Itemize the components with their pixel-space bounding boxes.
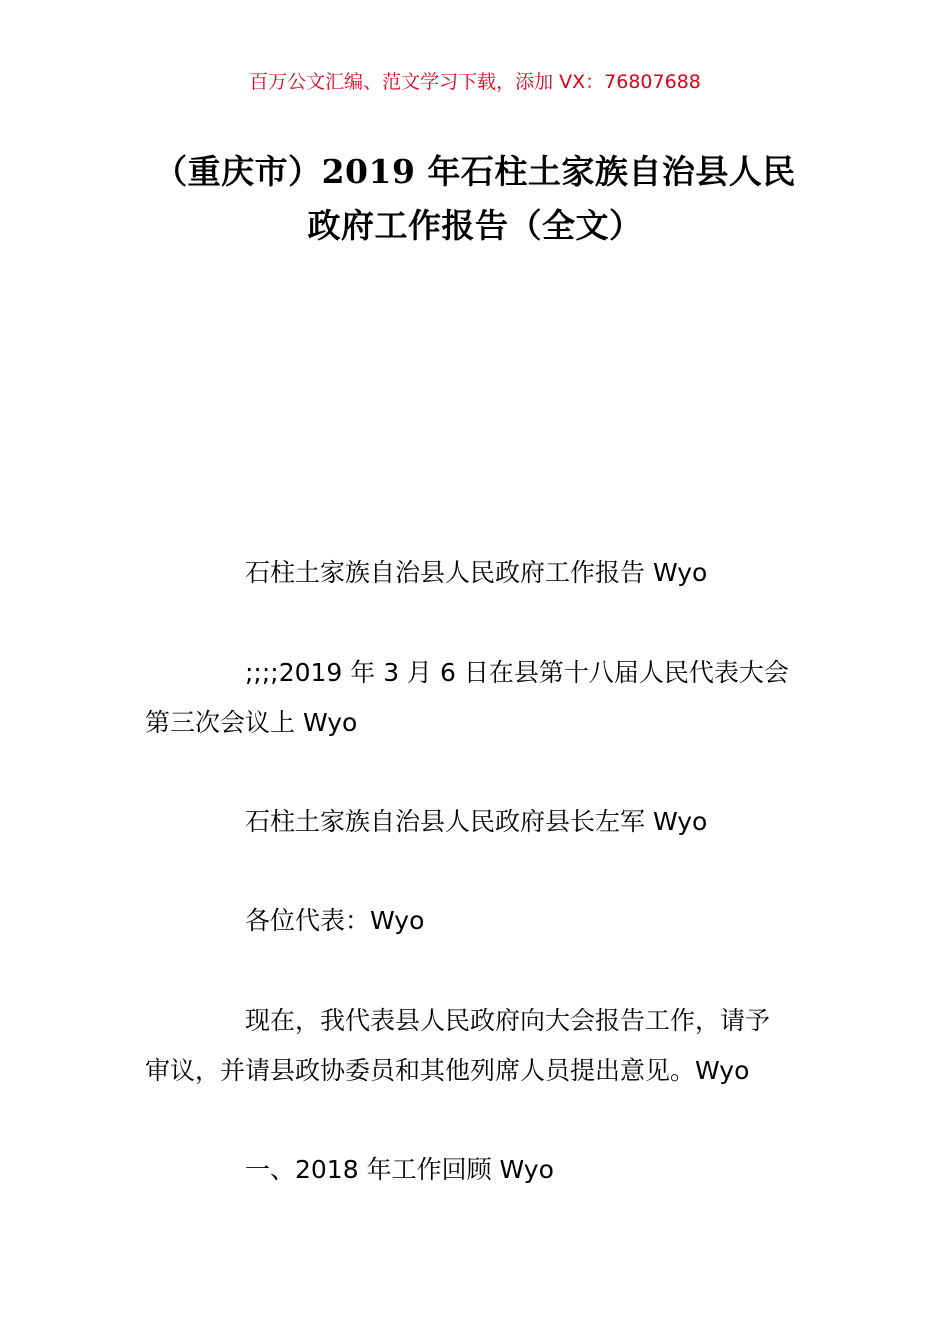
document-title-line-2: 政府工作报告（全文） [307,206,643,245]
paragraph-line: 第三次会议上 Wyo [145,708,358,737]
paragraph-report-title [145,548,810,598]
document-title-line-1: （重庆市）2019 年石柱土家族自治县人民 [154,152,796,191]
paragraph-opening [145,996,810,1096]
paragraph-line: 石柱土家族自治县人民政府工作报告 Wyo [245,558,708,587]
section-heading [145,1145,810,1195]
paragraph-line: 一、2018 年工作回顾 Wyo [245,1155,554,1184]
paragraph-speaker [145,797,810,847]
header-note: 百万公文汇编、范文学习下载，添加 VX：76807688 [249,71,701,93]
paragraph-salutation [145,896,810,946]
paragraph-meeting-date [145,648,810,748]
paragraph-line: 各位代表：Wyo [245,906,425,935]
paragraph-line: 现在，我代表县人民政府向大会报告工作，请予 [245,1006,771,1035]
paragraph-line: 石柱土家族自治县人民政府县长左军 Wyo [245,807,708,836]
paragraph-line: 审议，并请县政协委员和其他列席人员提出意见。Wyo [145,1056,750,1085]
paragraph-line: ;;;;2019 年 3 月 6 日在县第十八届人民代表大会 [245,658,789,687]
document-title [145,145,805,253]
